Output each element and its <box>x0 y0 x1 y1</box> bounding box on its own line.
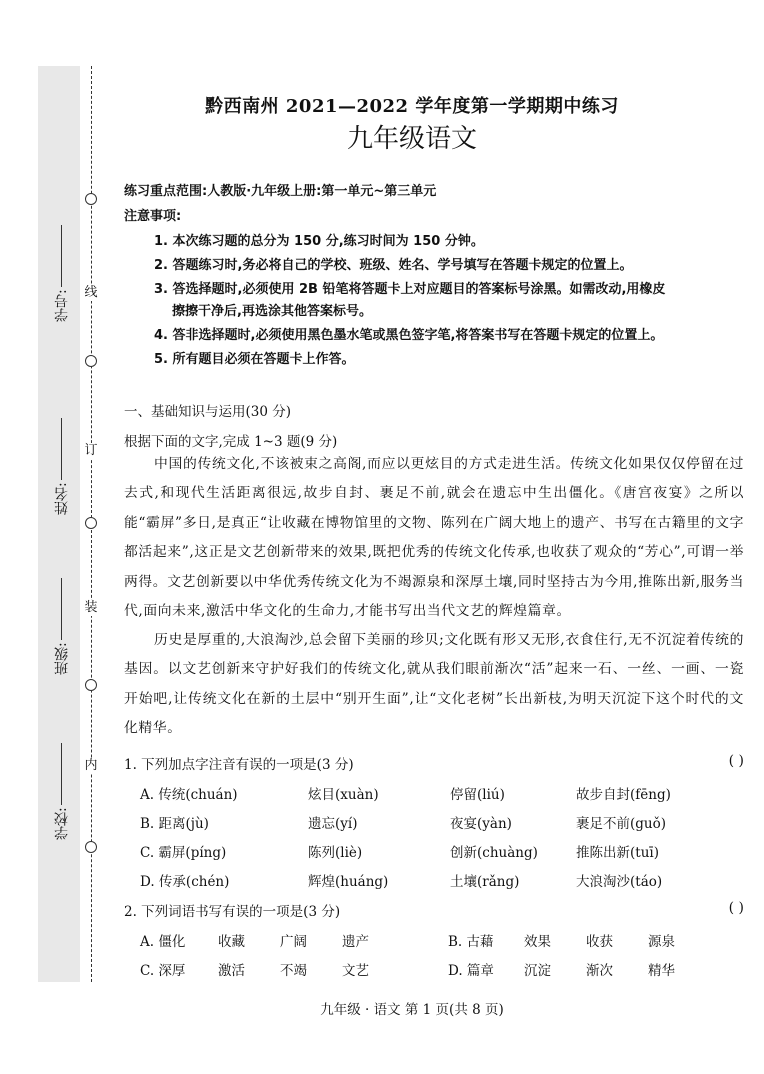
option-a: A. 传统(chuán) <box>140 787 238 803</box>
option-item: 效果 <box>524 934 551 950</box>
option-a-item: 故步自封(fēng) <box>576 787 671 803</box>
exam-subject: 九年级语文 <box>346 124 477 154</box>
notice-item: 4. 答非选择题时,必须使用黑色墨水笔或黑色签字笔,将答案书写在答题卡规定的位置上。 <box>154 328 664 343</box>
notice-item: 3. 答选择题时,必须使用 2B 铅笔将答题卡上对应题目的答案标号涂黑。如需改动,用橡皮 <box>154 282 666 297</box>
binding-char: 内 <box>82 758 100 774</box>
student-id-blank[interactable] <box>62 225 63 287</box>
class-blank[interactable] <box>62 578 63 640</box>
option-c-item: 创新(chuàng) <box>450 845 538 861</box>
school-label: 学校: <box>54 807 70 840</box>
option-b-item: 裹足不前(guǒ) <box>576 816 666 832</box>
section-title: 一、基础知识与运用(30 分) <box>124 404 292 420</box>
answer-paren[interactable]: ( ) <box>728 900 744 916</box>
option-item: 精华 <box>648 963 675 979</box>
student-id-label: 学号: <box>54 289 70 322</box>
option-c: C. 霸屏(píng) <box>140 845 227 861</box>
option-b: B. 距离(jù) <box>140 816 209 832</box>
option-item: 文艺 <box>342 963 369 979</box>
option-item: 激活 <box>218 963 245 979</box>
binding-char: 线 <box>82 285 100 301</box>
binding-hole <box>85 193 97 205</box>
name-field[interactable] <box>42 395 82 515</box>
option-b: B. 古藉 <box>448 934 494 950</box>
option-item: 不竭 <box>280 963 307 979</box>
binding-hole <box>85 517 97 529</box>
notice-item: 5. 所有题目必须在答题卡上作答。 <box>154 352 355 367</box>
school-field[interactable] <box>42 715 82 840</box>
option-d-item: 土壤(rǎng) <box>450 874 520 890</box>
passage-paragraph: 历史是厚重的,大浪淘沙,总会留下美丽的珍贝;文化既有形又无形,衣食住行,无不沉淀着传统的基因。以文艺创新来守护好我们的传统文化,就从我们眼前渐次“活”起来一石、一丝、一画、一瓷开始吧,让传统文化在新的土层中“别开生面”,让“文化老树”长出新枝,为明天沉淀下这个时代的文化精华。 <box>124 632 744 737</box>
class-field[interactable] <box>42 555 82 675</box>
notice-item: 2. 答题练习时,务必将自己的学校、班级、姓名、学号填写在答题卡规定的位置上。 <box>154 258 633 273</box>
binding-hole <box>85 679 97 691</box>
binding-hole <box>85 355 97 367</box>
option-item: 收获 <box>586 934 613 950</box>
binding-char: 装 <box>82 600 100 616</box>
notice-item: 1. 本次练习题的总分为 150 分,练习时间为 150 分钟。 <box>154 234 484 249</box>
exam-title: 黔西南州 2021—2022 学年度第一学期期中练习 <box>205 96 619 117</box>
option-d: D. 篇章 <box>448 963 494 979</box>
answer-paren[interactable]: ( ) <box>728 753 744 769</box>
option-c-item: 陈列(liè) <box>308 845 363 861</box>
option-b-item: 夜宴(yàn) <box>450 816 512 832</box>
student-id-field[interactable] <box>42 202 82 322</box>
option-d: D. 传承(chén) <box>140 874 230 890</box>
option-a: A. 僵化 <box>140 934 186 950</box>
option-a-item: 炫目(xuàn) <box>308 787 379 803</box>
option-b-item: 遗忘(yí) <box>308 816 358 832</box>
option-item: 遗产 <box>342 934 369 950</box>
question-stem: 1. 下列加点字注音有误的一项是(3 分) <box>124 757 354 773</box>
section-intro: 根据下面的文字,完成 1~3 题(9 分) <box>124 434 338 450</box>
school-blank[interactable] <box>62 743 63 805</box>
option-c-item: 推陈出新(tuī) <box>576 845 659 861</box>
passage-paragraph: 中国的传统文化,不该被束之高阁,而应以更炫目的方式走进生活。传统文化如果仅仅停留在过去式,和现代生活距离很远,故步自封、裹足不前,就会在遗忘中生出僵化。《唐宫夜宴》之所以能“霸屏”多日,是真正“让收藏在博物馆里的文物、陈列在广阔大地上的遗产、书写在古籍里的文字都活起来”,这正是文艺创新带来的效果,既把优秀的传统文化传承,也收获了观众的“芳心”,可谓一举两得。文艺创新要以中华优秀传统文化为不竭源泉和深厚土壤,同时坚持古为今用,推陈出新,服务当代,面向未来,激活中华文化的生命力,才能书写出当代文艺的辉煌篇章。 <box>124 456 744 620</box>
option-a-item: 停留(liú) <box>450 787 505 803</box>
name-label: 姓名: <box>54 482 70 515</box>
binding-char: 订 <box>82 443 100 459</box>
option-c: C. 深厚 <box>140 963 186 979</box>
scope-line: 练习重点范围:人教版·九年级上册:第一单元~第三单元 <box>124 184 437 199</box>
notice-heading: 注意事项: <box>124 209 182 224</box>
question-stem: 2. 下列词语书写有误的一项是(3 分) <box>124 904 341 920</box>
page-footer: 九年级 · 语文 第 1 页(共 8 页) <box>320 1002 504 1018</box>
option-item: 沉淀 <box>524 963 551 979</box>
option-item: 收藏 <box>218 934 245 950</box>
option-d-item: 辉煌(huáng) <box>308 874 389 890</box>
binding-hole <box>85 841 97 853</box>
option-d-item: 大浪淘沙(táo) <box>576 874 663 890</box>
class-label: 班级: <box>54 642 70 675</box>
option-item: 渐次 <box>586 963 613 979</box>
option-item: 源泉 <box>648 934 675 950</box>
notice-item: 擦擦干净后,再选涂其他答案标号。 <box>172 304 372 319</box>
option-item: 广阔 <box>280 934 307 950</box>
name-blank[interactable] <box>62 418 63 480</box>
